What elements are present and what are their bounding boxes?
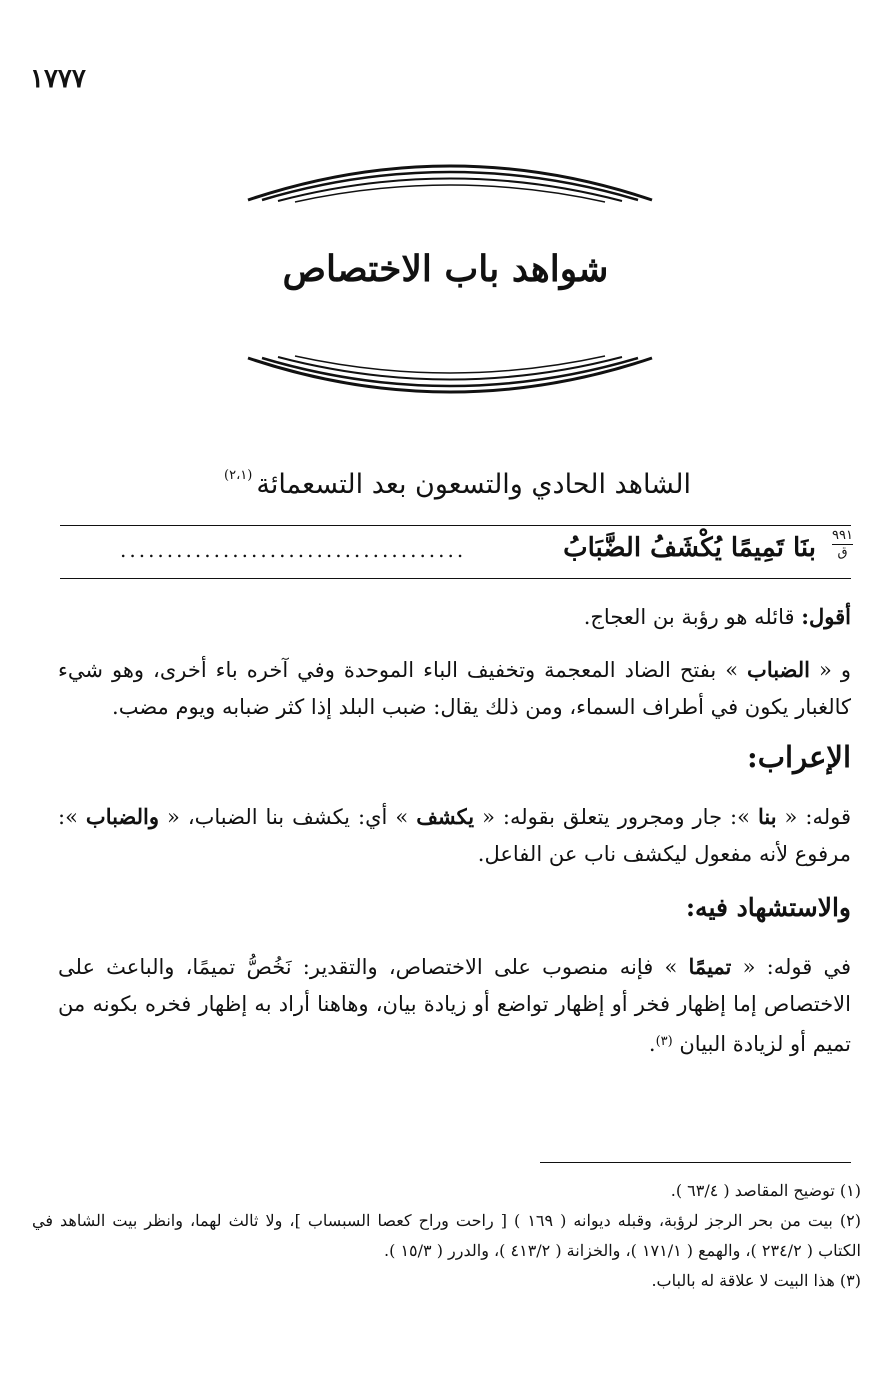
bottom-arc-ornament: [240, 348, 660, 408]
footnote-3: (٣) هذا البيت لا علاقة له بالباب.: [651, 1271, 861, 1290]
text-segment: »: مرفوع لأنه مفعول ليكشف ناب عن الفاعل.: [58, 805, 851, 866]
term-bina: بنا: [757, 804, 777, 829]
text-segment: » فإنه منصوب على الاختصاص، والتقدير: نَخُصُّ تميمًا، والباعث على الاختصاص إما إظهار فخر أو إظهار تواضع أو زيادة بيان، وهاهنا أراد به إظهار فخره بكونه من تميم أو لزيادة البيان: [58, 955, 851, 1056]
footnote-ref: (٣): [655, 1034, 673, 1049]
footnote-2: (٢) بيت من بحر الرجز لرؤبة، وقبله ديوانه ( ١٦٩ ) [ راحت وراح كعصا السبساب ]، ولا ثالث لهما، وانظر بيت الشاهد في الكتاب ( ٢٣٤/٢ )، والهمع ( ١٧١/١ )، والخزانة ( ٤١٣/٢ )، والدرر ( ١٥/٣ ).: [32, 1211, 862, 1260]
text-segment: .: [648, 1032, 656, 1056]
verse-top-rule: [60, 525, 851, 526]
term-yukshaf: يكشف: [416, 804, 475, 829]
paragraph-lead: أقول:: [801, 604, 851, 629]
top-arc-ornament: [240, 150, 660, 210]
text-segment: » بفتح الضاد المعجمة وتخفيف الباء الموحدة وفي آخره باء أخرى، وهو شيء كالغبار يكون في أطراف السماء، ومن ذلك يقال: ضبب البلد إذا كثر ضبابه ويوم مضب.: [58, 658, 851, 719]
heading-istishhad: والاستشهاد فيه:: [685, 893, 851, 922]
witness-title: الشاهد الحادي والتسعون بعد التسعمائة: [256, 469, 691, 500]
footnote-rule: [540, 1162, 851, 1163]
footnotes: [32, 1176, 861, 1296]
text-segment: و «: [810, 658, 851, 682]
paragraph-author: [58, 598, 851, 636]
paragraph-irab: [58, 798, 851, 873]
text-segment: » أي: يكشف بنا الضباب، «: [159, 805, 417, 829]
verse-text: بنَا تَمِيمًا يُكْشَفُ الضَّبَابُ: [563, 533, 816, 563]
verse-number: ٩٩١: [832, 528, 853, 543]
page-number: ١٧٧٧: [30, 64, 86, 94]
footnote-1: (١) توضيح المقاصد ( ٦٣/٤ ).: [670, 1181, 861, 1200]
heading-irab: الإعراب:: [747, 740, 851, 774]
term-tamiman: تميمًا: [688, 954, 732, 979]
witness-footnote-ref: (٢،١): [224, 468, 253, 483]
term-dabab: الضباب: [747, 657, 810, 682]
witness-heading: [224, 468, 691, 500]
term-waddabab: والضباب: [85, 804, 160, 829]
verse-dots: .....................................: [120, 538, 467, 562]
text-segment: »: جار ومجرور يتعلق بقوله: «: [474, 805, 758, 829]
paragraph-istishhad: [58, 948, 851, 1063]
verse-number-box: [832, 528, 853, 561]
verse-meter: ق: [837, 545, 848, 560]
paragraph-text: قائله هو رؤبة بن العجاج.: [583, 605, 802, 629]
text-segment: في قوله: «: [731, 955, 851, 979]
chapter-title: شواهد باب الاختصاص: [282, 248, 609, 290]
text-segment: قوله: «: [776, 805, 851, 829]
verse-bottom-rule: [60, 578, 851, 579]
paragraph-definition: [58, 651, 851, 726]
